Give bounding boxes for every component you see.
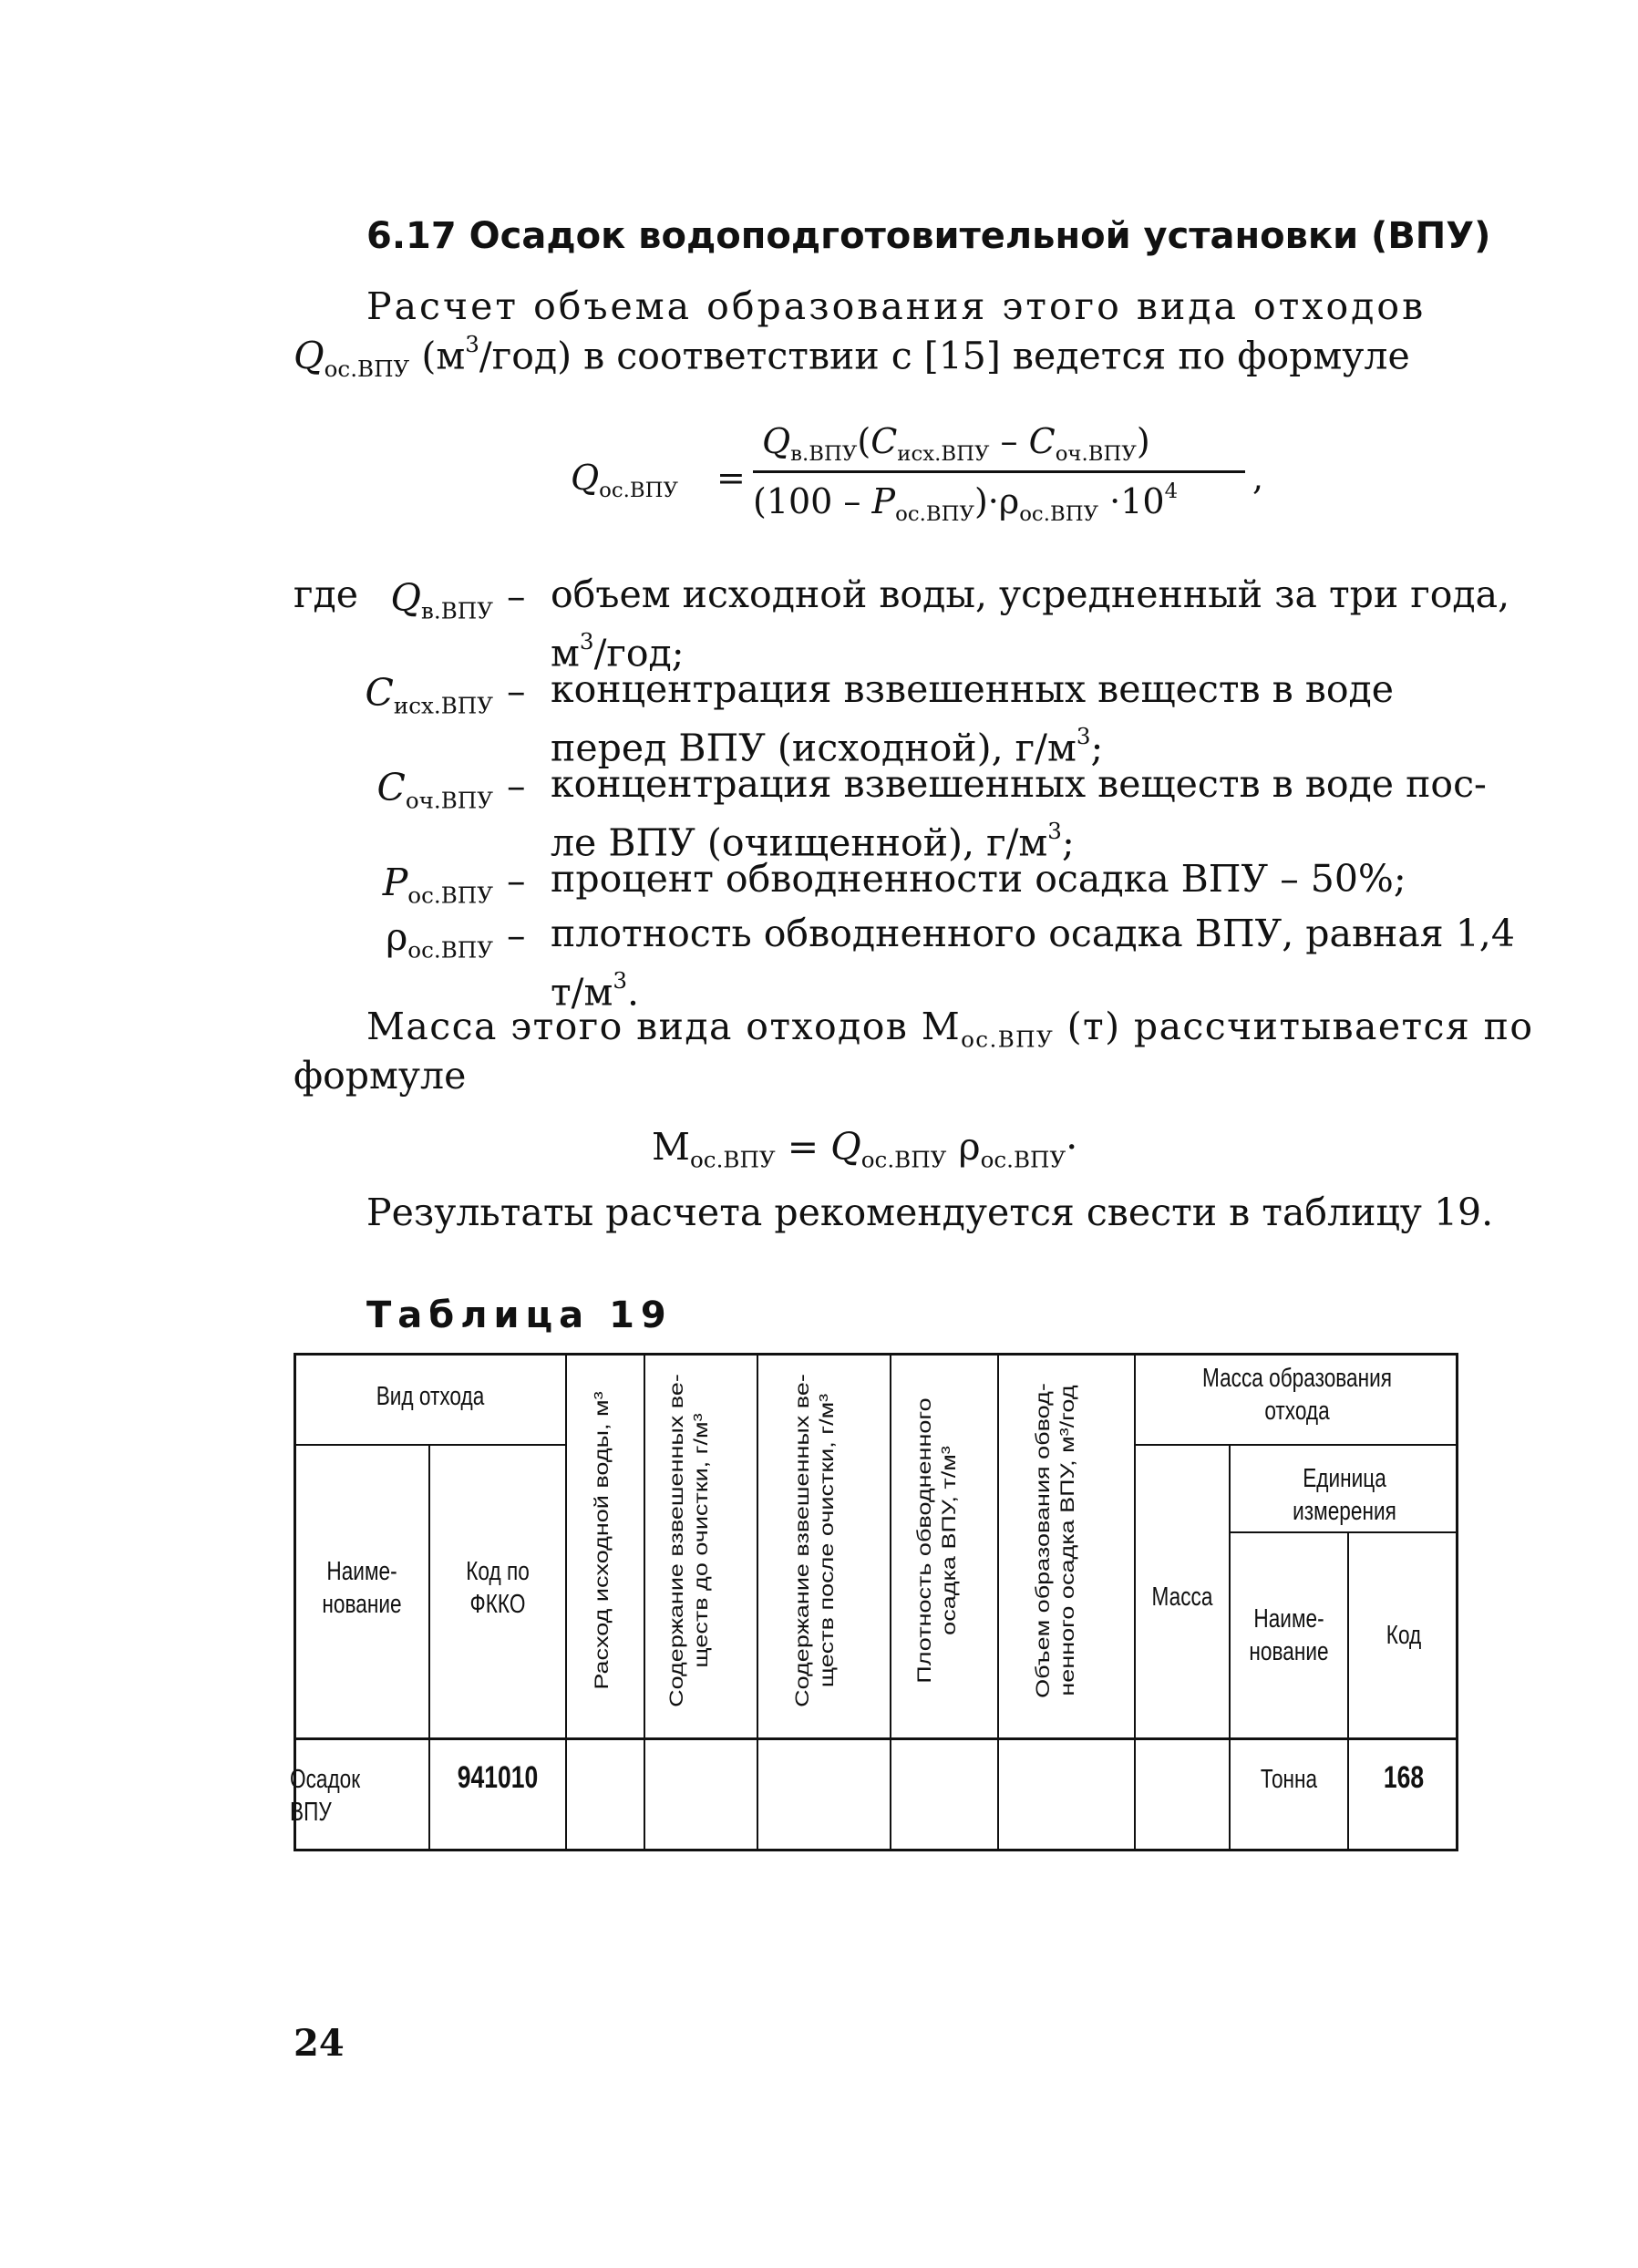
- def-symbol-q-in: $Q_{в.ВПУ}$: [390, 576, 493, 624]
- header-mass: Масса: [1151, 1582, 1213, 1612]
- formula-equals: =: [716, 458, 746, 498]
- def-text-c-in: концентрация взвешенных веществ в воде перед ВПУ (исходной), $г/м^3$;: [551, 667, 1395, 770]
- header-mass-group: Масса образования отхода: [1201, 1364, 1393, 1426]
- formula-mass: $М_{ос.ВПУ} = Q_{ос.ВПУ}$ $\rho_{ос.ВПУ}\cdot$: [652, 1125, 1078, 1173]
- table-rule: [1134, 1444, 1458, 1446]
- def-dash: –: [507, 669, 526, 713]
- table-rule: [1134, 1353, 1136, 1851]
- header-name: Наиме-нование: [322, 1557, 402, 1619]
- header-suspended-after: Содержание взвешенных ве-ществ после очистки, г/м³: [790, 1374, 838, 1707]
- def-dash: –: [507, 913, 526, 957]
- header-volume: Объем образования обвод-ненного осадка ВПУ, м³/год: [1031, 1383, 1078, 1698]
- table-row-unit-code: 168: [1383, 1760, 1425, 1795]
- table-rule: [890, 1353, 891, 1851]
- header-unit-code: Код: [1386, 1621, 1422, 1650]
- formula-denominator: $(100 - P_{ос.ВПУ})\cdot\rho_{ос.ВПУ} \cdot 10^4$: [753, 479, 1179, 527]
- mass-line-1: Масса этого вида отходов $М_{ос.ВПУ}$ (т) рассчитывается по: [366, 1005, 1534, 1053]
- table-rule: [644, 1353, 645, 1851]
- table-rule: [294, 1444, 567, 1446]
- def-symbol-c-in: $C_{исх.ВПУ}$: [365, 671, 493, 719]
- formula-numerator: $Q_{в.ВПУ}(C_{исх.ВПУ} - C_{оч.ВПУ})$: [762, 421, 1150, 466]
- table-rule: [997, 1353, 999, 1851]
- results-text: Результаты расчета рекомендуется свести в таблицу 19.: [366, 1191, 1494, 1234]
- table-rule: [428, 1444, 430, 1851]
- header-water-flow: Расход исходной воды, м³: [590, 1391, 613, 1690]
- table-row-fkko-code: 941010: [457, 1760, 539, 1795]
- def-text-p: процент обводненности осадка ВПУ – 50%;: [551, 857, 1406, 901]
- fraction-bar: [753, 470, 1245, 473]
- where-label: где: [294, 572, 358, 616]
- def-text-c-out: концентрация взвешенных веществ в воде пос-ле ВПУ (очищенной), $г/м^3$;: [551, 762, 1487, 865]
- def-dash: –: [507, 574, 526, 618]
- header-unit-name: Наиме-нование: [1249, 1604, 1329, 1666]
- table-rule: [1229, 1531, 1458, 1533]
- def-symbol-rho: $\rho_{ос.ВПУ}$: [386, 915, 493, 964]
- page-number: 24: [294, 2022, 345, 2065]
- header-suspended-before: Содержание взвешенных ве-ществ до очистки, г/м³: [664, 1374, 712, 1707]
- document-page: 6.17 Осадок водоподготовительной установки (ВПУ) Расчет объема образования этого вида отходов $Q_{ос.ВПУ}$ $(м^3/год)$ в соответствии с [15] ведется по формуле $Q_{ос.ВПУ}$ = $Q_{в.ВПУ}(C_{исх.ВПУ} - C_{оч.ВПУ})$ $(100 - P_{ос.ВПУ})\cdot\rho_{ос.ВПУ} \cdot 10^4$ , где $Q_{в.ВПУ}$ – объем исходной воды, усредненный за три года, $м^3$/год; $C_{исх.ВПУ}$ – концентрация взвешенных веществ в воде перед ВПУ (исходной), $г/м^3$; $C_{оч.ВПУ}$ – концентрация взвешенных веществ в воде пос-ле ВПУ (очищенной), $г/м^3$; $P_{ос.ВПУ}$ – процент обводненности осадка ВПУ – 50%; $\rho_{ос.ВПУ}$ – плотность обводненного осадка ВПУ, равная 1,4 $т/м^3$. Масса этого вида отходов $М_{ос.ВПУ}$ (т) рассчитывается по формуле $М_{ос.ВПУ} = Q_{ос.ВПУ}$ $\rho_{ос.ВПУ}\cdot$ Результаты расчета рекомендуется свести в таблицу 19. Таблица 19 Вид отхода Наиме-нование Код по ФККО Расход исходной воды, м³ Содержание взвешенных ве-ществ до очистки, г/м³ Содержание взвешенных ве-ществ после очистки, г/м³ Плотность обводненного осадка ВПУ, т/м³ Объем образования обвод-ненного осадка ВПУ, м³/год Масса образования отхода Масса Единица измерения Наиме-нование Код Осадок ВПУ 941010 Тонна 168 24: [290, 215, 1534, 2065]
- table-border-bottom: [294, 1849, 1458, 1851]
- mass-line-2: формуле: [294, 1054, 467, 1098]
- table-rule: [757, 1353, 758, 1851]
- header-unit-group: Единица измерения: [1293, 1464, 1396, 1526]
- intro-line-1: Расчет объема образования этого вида отходов: [366, 284, 1427, 328]
- table-caption: Таблица 19: [366, 1294, 673, 1336]
- def-dash: –: [507, 764, 526, 808]
- table-rule: [1229, 1444, 1231, 1851]
- def-text-q-in: объем исходной воды, усредненный за три года, $м^3$/год;: [551, 572, 1510, 675]
- table-rule: [565, 1353, 567, 1851]
- intro-line-2: $Q_{ос.ВПУ}$ $(м^3/год)$ в соответствии с [15] ведется по формуле: [294, 331, 1410, 383]
- def-symbol-p: $P_{ос.ВПУ}$: [382, 861, 493, 909]
- table-border-top: [294, 1353, 1458, 1356]
- table-rule: [294, 1737, 1458, 1740]
- header-waste-type: Вид отхода: [376, 1382, 485, 1411]
- header-density: Плотность обводненного осадка ВПУ, т/м³: [912, 1397, 960, 1684]
- formula-lhs: $Q_{ос.ВПУ}$: [571, 458, 679, 502]
- table-row-name: Осадок ВПУ: [290, 1765, 361, 1827]
- table-border-right: [1456, 1353, 1458, 1851]
- def-dash: –: [507, 859, 526, 902]
- section-title: 6.17 Осадок водоподготовительной установки (ВПУ): [366, 215, 1491, 257]
- def-text-rho: плотность обводненного осадка ВПУ, равная 1,4 $т/м^3$.: [551, 912, 1515, 1015]
- def-symbol-c-out: $C_{оч.ВПУ}$: [376, 766, 493, 814]
- header-fkko-code: Код по ФККО: [466, 1557, 530, 1619]
- table-row-unit-name: Тонна: [1260, 1765, 1318, 1794]
- table-rule: [1347, 1531, 1349, 1851]
